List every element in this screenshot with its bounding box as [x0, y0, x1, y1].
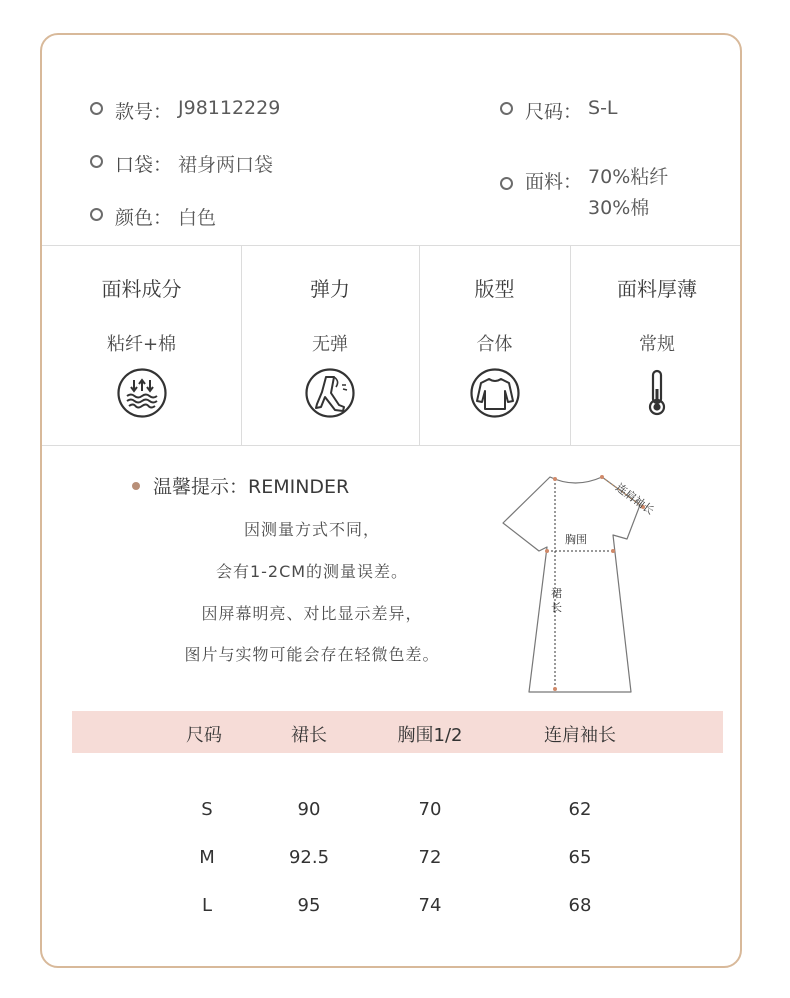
table-row — [72, 799, 723, 829]
stretch-leg-icon — [304, 367, 356, 419]
attr-stretch — [241, 246, 420, 445]
reminder-line: 会有1-2CM的测量误差。 — [215, 562, 409, 581]
header-chest: 胸围1/2 — [397, 725, 463, 746]
spec-value: S-L — [588, 97, 618, 119]
fabric-line-1: 70%粘纤 — [588, 166, 669, 188]
attr-thickness — [570, 246, 742, 445]
cell-size: L — [201, 895, 213, 916]
spec-label: 尺码： — [525, 101, 583, 123]
fit-sweater-icon — [469, 367, 521, 419]
cell-chest: 70 — [418, 799, 442, 820]
cell-size: S — [201, 799, 213, 820]
bullet-icon — [90, 102, 103, 115]
cell-chest: 74 — [418, 895, 442, 916]
attr-heading: 版型 — [474, 277, 515, 301]
cell-sleeve: 68 — [568, 895, 592, 916]
reminder-line: 图片与实物可能会存在轻微色差。 — [184, 645, 440, 664]
spec-fabric — [500, 165, 668, 224]
chest-label: 胸围 — [565, 533, 587, 546]
dot-icon — [132, 482, 140, 490]
cell-length: 92.5 — [288, 847, 330, 868]
cell-length: 90 — [297, 799, 321, 820]
spec-color — [90, 203, 216, 230]
attr-value: 常规 — [639, 334, 675, 355]
spec-label: 款号： — [115, 101, 173, 123]
attr-heading: 面料厚薄 — [617, 277, 697, 301]
attr-value: 无弹 — [312, 334, 348, 355]
attr-value: 粘纤+棉 — [106, 334, 177, 355]
header-length: 裙长 — [291, 725, 327, 746]
spec-label: 颜色： — [115, 207, 173, 229]
reminder-title — [132, 472, 349, 499]
reminder-title-text: 温馨提示：REMINDER — [153, 476, 350, 498]
marker-dot — [553, 477, 557, 481]
cell-length: 95 — [297, 895, 321, 916]
thermometer-icon — [631, 367, 683, 419]
bullet-icon — [90, 155, 103, 168]
fabric-waves-icon — [116, 367, 168, 419]
bullet-icon — [500, 102, 513, 115]
cell-size: M — [199, 847, 215, 868]
attribute-grid — [42, 245, 742, 446]
reminder-line: 因测量方式不同， — [243, 520, 380, 539]
attr-heading: 弹力 — [310, 277, 350, 301]
attr-fabric-composition — [42, 246, 242, 445]
length-label-1: 裙 — [551, 587, 562, 600]
spec-pocket — [90, 150, 273, 177]
attr-value: 合体 — [476, 334, 513, 355]
header-sleeve: 连肩袖长 — [544, 725, 616, 746]
marker-dot — [611, 549, 615, 553]
bullet-icon — [500, 177, 513, 190]
spec-size — [500, 97, 618, 124]
dress-outline — [503, 477, 640, 692]
header-size: 尺码 — [186, 725, 222, 746]
marker-dot — [545, 549, 549, 553]
length-label-2: 长 — [551, 601, 562, 614]
bullet-icon — [90, 208, 103, 221]
attr-fit — [419, 246, 571, 445]
cell-chest: 72 — [418, 847, 442, 868]
reminder-line: 因屏幕明亮、对比显示差异， — [201, 604, 423, 623]
spec-label: 面料： — [525, 171, 583, 193]
size-table-header — [72, 711, 723, 753]
size-info-card — [40, 33, 742, 968]
table-row — [72, 847, 723, 877]
table-row — [72, 895, 723, 925]
attr-heading: 面料成分 — [101, 277, 182, 301]
spec-value: 裙身两口袋 — [178, 154, 274, 176]
fabric-line-2: 30%棉 — [588, 197, 650, 219]
cell-sleeve: 62 — [568, 799, 592, 820]
spec-label: 口袋： — [115, 154, 173, 176]
marker-dot — [553, 687, 557, 691]
spec-value: J98112229 — [178, 97, 281, 119]
spec-style-no — [90, 97, 280, 124]
spec-value-group — [588, 162, 668, 224]
marker-dot — [600, 475, 604, 479]
dress-measurement-diagram — [495, 467, 710, 697]
spec-value: 白色 — [178, 207, 217, 229]
sleeve-label: 连肩袖长 — [613, 480, 657, 518]
cell-sleeve: 65 — [568, 847, 592, 868]
